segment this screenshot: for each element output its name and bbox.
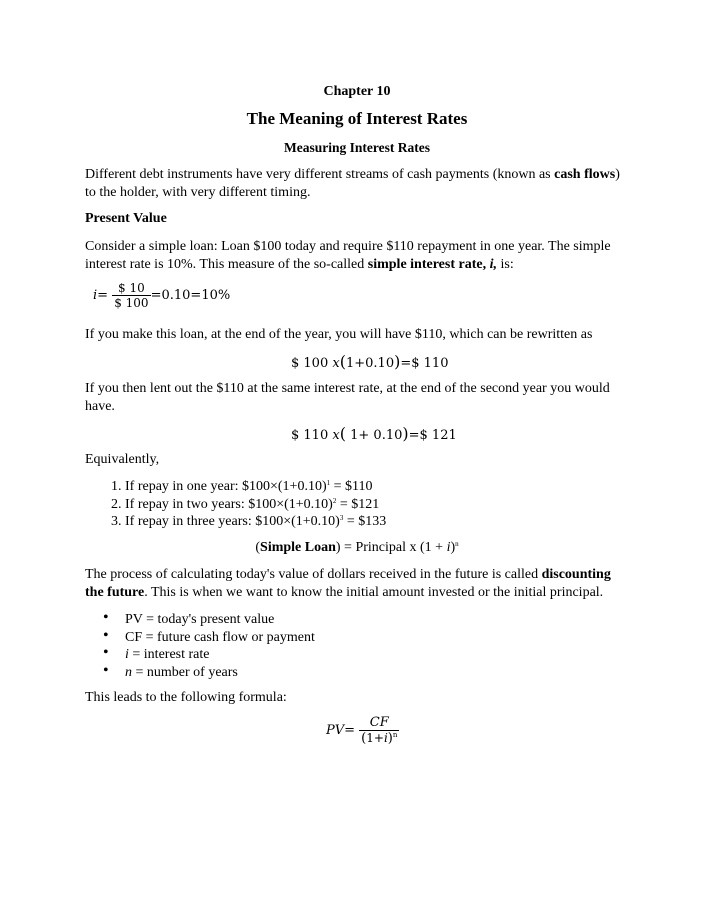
- definitions-list: [85, 611, 315, 681]
- eq2-one: 1: [345, 356, 355, 371]
- definition-text: PV = today's present value: [125, 612, 275, 627]
- section-heading: Measuring Interest Rates: [284, 140, 430, 155]
- formula-close: ): [450, 540, 456, 555]
- formula-bold-label: Simple Loan: [260, 540, 336, 555]
- eq1-numerator: $ 10: [118, 281, 145, 295]
- page-title: The Meaning of Interest Rates: [246, 109, 468, 128]
- list-item: [125, 611, 315, 629]
- formula-exponent: n: [455, 540, 459, 548]
- eq3-result: $ 121: [419, 428, 457, 443]
- simple-loan-paragraph: [85, 238, 630, 274]
- list-item: [125, 664, 315, 682]
- list-item: [125, 513, 386, 531]
- pv-plus: +: [373, 731, 384, 745]
- pv-numerator: CF: [369, 715, 389, 730]
- repay-list: [85, 478, 386, 531]
- eq1-lhs: i: [93, 288, 98, 303]
- discounting-term: discounting the future: [85, 567, 611, 600]
- eq3-times: x: [332, 428, 340, 443]
- pv-i: i: [383, 731, 388, 745]
- eq2-times: x: [332, 356, 340, 371]
- list-item: [125, 629, 315, 647]
- chapter-label: Chapter 10: [323, 84, 391, 99]
- definition-symbol: i: [125, 647, 129, 662]
- definition-text: = number of years: [132, 664, 238, 680]
- equivalently-text: Equivalently,: [85, 452, 160, 467]
- eq3-one: 1: [350, 428, 359, 443]
- simple-loan-text-end: is:: [496, 257, 514, 272]
- intro-paragraph: [85, 166, 630, 202]
- intro-text-end: ) to the holder, with very different timing.: [85, 167, 620, 200]
- repay-exponent: 3: [339, 514, 344, 522]
- pv-lhs: PV: [326, 723, 345, 738]
- eq1-fraction: [112, 281, 150, 310]
- eq3-rate: 0.10: [373, 428, 403, 443]
- formula-middle: ) = Principal x (1 +: [335, 540, 447, 555]
- discounting-text: The process of calculating today's value of dollars received in the future is called: [85, 567, 542, 582]
- one-year-equation: $ 100 x(1+0.10)=$ 110: [291, 352, 449, 371]
- formula-intro: This leads to the following formula:: [85, 690, 287, 705]
- eq2-result: $ 110: [411, 356, 449, 371]
- repay-result: = $133: [343, 514, 387, 529]
- repay-text: If repay in three years: $100×(1+0.10): [125, 514, 340, 529]
- eq1-percent: 10%: [201, 288, 231, 303]
- discounting-paragraph: [85, 566, 630, 602]
- interest-symbol: i,: [489, 257, 497, 272]
- repay-result: = $121: [336, 496, 380, 512]
- after-loan-paragraph: If you make this loan, at the end of the year, you will have $110, which can be rewritten as: [85, 327, 593, 342]
- pv-denominator: $(1+i)^n$: [361, 731, 398, 746]
- eq1-denominator: $ 100: [114, 296, 149, 310]
- eq2-plus: +: [354, 356, 366, 371]
- list-item: [125, 646, 315, 664]
- two-year-equation: $ 110 x( 1+ 0.10)=$ 121: [291, 424, 457, 443]
- repay-text: If repay in one year: $100×(1+0.10): [125, 479, 327, 494]
- definition-symbol: n: [125, 664, 132, 680]
- simple-loan-text: Consider a simple loan: Loan $100 today and require $110 repayment in one year. The simple interest rate is 10%. This measure of the so-called: [85, 239, 611, 272]
- simple-loan-formula: [0, 540, 714, 556]
- repay-result: = $110: [330, 479, 373, 494]
- definition-text: CF = future cash flow or payment: [125, 629, 315, 645]
- eq1-decimal: 0.10: [161, 288, 191, 303]
- list-item: [125, 478, 386, 496]
- cash-flows-term: cash flows: [554, 167, 616, 182]
- eq3-principal: $ 110: [291, 428, 329, 443]
- repay-exponent: 1: [326, 479, 331, 487]
- eq2-principal: $ 100: [291, 356, 329, 371]
- pv-fraction: [359, 715, 399, 746]
- present-value-heading: Present Value: [85, 211, 167, 226]
- eq2-rate: 0.10: [365, 356, 395, 371]
- simple-interest-equation: i= $\frac{\$ 10}{\$ 100}$ =0.10=10%: [93, 281, 231, 310]
- list-item: [125, 496, 386, 514]
- repay-exponent: 2: [332, 496, 337, 505]
- simple-interest-term: simple interest rate,: [367, 257, 490, 272]
- definition-text: = interest rate: [128, 647, 210, 662]
- discounting-text-end: . This is when we want to know the initial amount invested or the initial principal.: [144, 585, 604, 600]
- present-value-formula: PV= $\frac{CF}{(1+i)^n}$: [326, 715, 398, 746]
- pv-one: 1: [366, 731, 374, 745]
- formula-i: i: [446, 540, 451, 555]
- lend-again-paragraph: If you then lent out the $110 at the same interest rate, at the end of the second year you would have.: [85, 381, 610, 414]
- repay-text: If repay in two years: $100×(1+0.10): [125, 496, 333, 512]
- formula-open: (: [255, 540, 261, 555]
- pv-exponent: n: [392, 731, 398, 739]
- eq3-plus: +: [358, 428, 370, 443]
- intro-text: Different debt instruments have very different streams of cash payments (known as: [85, 167, 555, 182]
